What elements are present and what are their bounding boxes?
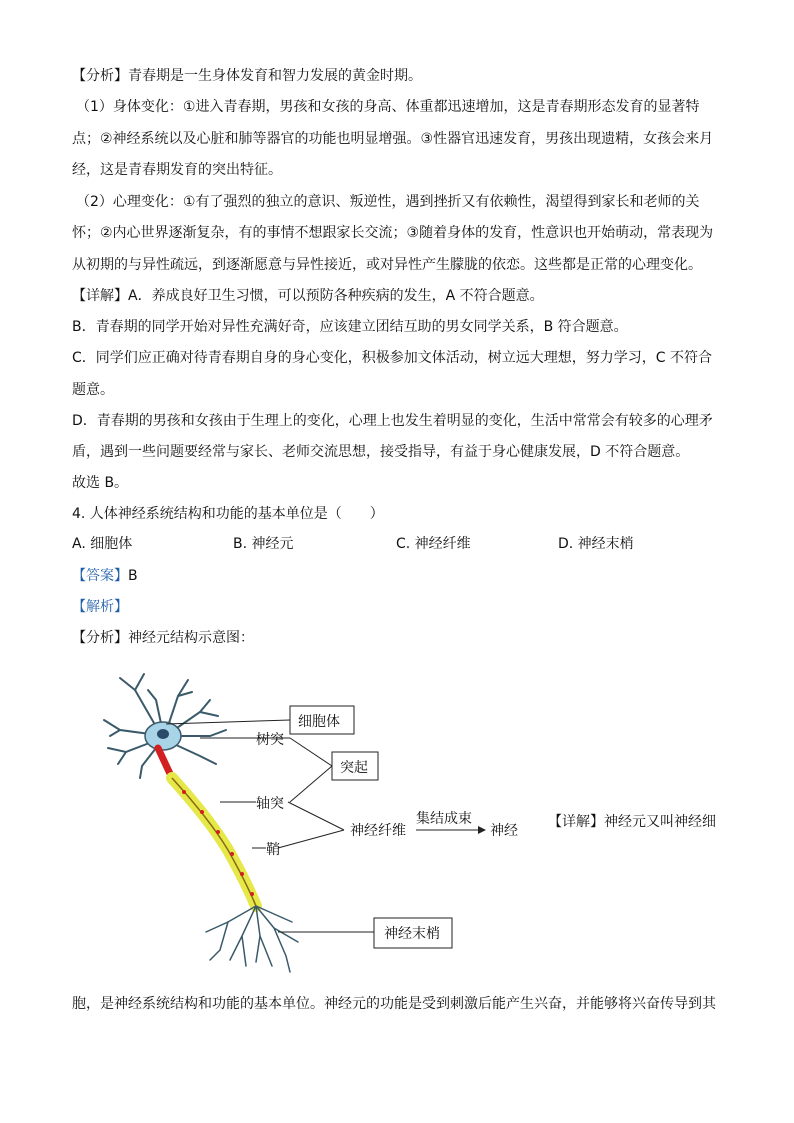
analysis-paragraph: 【分析】青春期是一生身体发育和智力发展的黄金时期。: [72, 68, 422, 84]
label-bundle: 集结成束: [416, 811, 472, 827]
text-line: 怀；②内心世界逐渐复杂，有的事情不想跟家长交流；③随着身体的发育，性意识也开始萌动，常表现为: [72, 225, 714, 241]
label-dendrite: 树突: [256, 732, 284, 748]
nucleus: [157, 729, 169, 739]
text-line: 从初期的与异性疏远，到逐渐愿意与异性接近，或对异性产生朦胧的依恋。这些都是正常的心理变化。: [72, 257, 702, 273]
text-line: 盾，遇到一些问题要经常与家长、老师交流思想，接受指导，有益于身心健康发展，D 不符合题意。: [72, 444, 690, 460]
analysis-intro: 【分析】神经元结构示意图：: [72, 630, 254, 646]
detail-note: 【详解】神经元又叫神经细: [548, 814, 716, 830]
option-d: D. 神经末梢: [558, 536, 634, 552]
analysis-tag: 【解析】: [72, 599, 128, 615]
axon-terminals: [206, 906, 298, 972]
label-process: 突起: [340, 760, 368, 776]
detail-paragraph: 【详解】A．养成良好卫生习惯，可以预防各种疾病的发生，A 不符合题意。: [72, 288, 544, 304]
label-cell-body: 细胞体: [298, 714, 340, 730]
label-sheath: 鞘: [266, 842, 280, 858]
label-nerve-fiber: 神经纤维: [350, 823, 406, 839]
text-line: （1）身体变化：①进入青春期，男孩和女孩的身高、体重都迅速增加，这是青春期形态发育的显著特: [76, 99, 700, 115]
text-line: 故选 B。: [72, 475, 129, 491]
text-line: （2）心理变化：①有了强烈的独立的意识、叛逆性，遇到挫折又有依赖性，渴望得到家长和老师的关: [76, 194, 700, 210]
question-stem: 4. 人体神经系统结构和功能的基本单位是（ ）: [72, 506, 384, 522]
arrow-head: [478, 826, 486, 834]
text-line: D．青春期的男孩和女孩由于生理上的变化，心理上也发生着明显的变化，生活中常常会有较多的心理矛: [72, 413, 713, 429]
text-line: 点；②神经系统以及心脏和肺等器官的功能也明显增强。③性器官迅速发育，男孩出现遗精，女孩会来月: [72, 131, 714, 147]
myelin-sheath: [172, 778, 256, 906]
closing-text: 胞，是神经系统结构和功能的基本单位。神经元的功能是受到刺激后能产生兴奋，并能够将兴奋传导到其: [72, 996, 716, 1012]
text-line: 经，这是青春期发育的突出特征。: [72, 162, 282, 178]
option-b: B. 神经元: [233, 536, 294, 552]
label-nerve: 神经: [490, 823, 518, 839]
label-nerve-ending: 神经末梢: [384, 926, 440, 942]
answer-line: [72, 566, 138, 586]
label-axon: 轴突: [256, 796, 284, 812]
text-line: B．青春期的同学开始对异性充满好奇，应该建立团结互助的男女同学关系，B 符合题意。: [72, 319, 628, 335]
text-line: 题意。: [72, 382, 114, 398]
option-c: C. 神经纤维: [396, 536, 471, 552]
answer-tag: 【答案】: [72, 568, 128, 584]
option-a: A. 细胞体: [72, 536, 133, 552]
answer-value: B: [128, 568, 138, 584]
text-line: C．同学们应正确对待青春期自身的身心变化，积极参加文体活动，树立远大理想，努力学习，C 不符合: [72, 350, 712, 366]
